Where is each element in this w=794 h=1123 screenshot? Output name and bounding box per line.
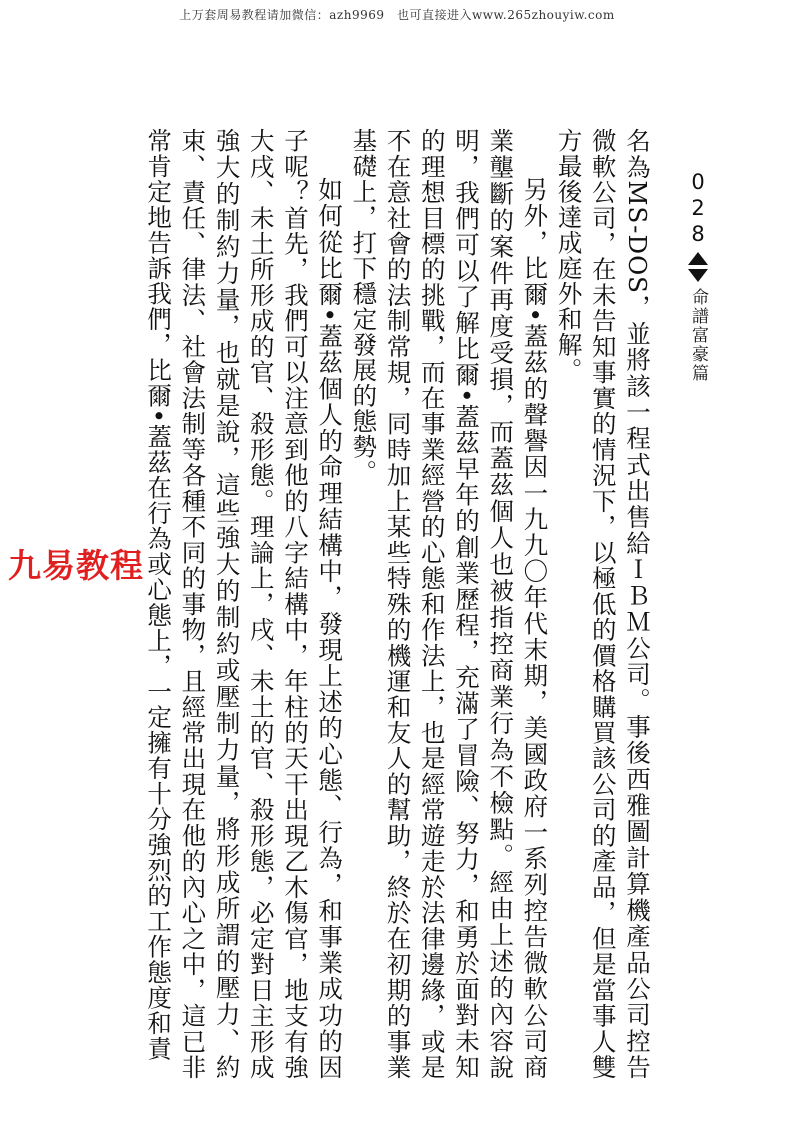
paragraph-2: 另外，比爾•蓋茲的聲譽因一九九〇年代末期，美國政府一系列控告微軟公司商業壟斷的案件再度受損，而蓋茲個人也被指控商業行為不檢點。經由上述的內容說明，我們可以了解比爾•蓋茲早年的創業歷程，充滿了冒險、努力，和勇於面對未知的理想目標的挑戰，而在事業經營的心態和作法上，也是經常遊走於法律邊緣，或是不在意社會的法制常規，同時加上某些特殊的機運和友人的幫助，終於在初期的事業基礎上，打下穩定發展的態勢。 (349, 128, 550, 1080)
watermark-logo: 九易教程 (8, 546, 144, 585)
main-text (114, 128, 654, 1080)
page-number: 028 (686, 170, 710, 248)
up-down-arrow-icon (688, 252, 708, 282)
side-header (683, 170, 713, 383)
header-banner: 上万套周易教程请加微信：azh9969 也可直接进入www.265zhouyiw.com (179, 8, 615, 22)
paragraph-3: 如何從比爾•蓋茲個人的命理結構中，發現上述的心態、行為，和事業成功的因子呢？首先，我們可以注意到他的八字結構中，年柱的天干出現乙木傷官，地支有強大戌、未土所形成的官、殺形態。理論上，戌、未土的官、殺形態，必定對日主形成強大的制約力量，也就是說，這些強大的制約或壓制力量，將形成所謂的壓力、約束、責任、律法、社會法制等各種不同的事物，且經常出現在他的內心之中，這已非常肯定地告訴我們，比爾•蓋茲在行為或心態上，一定擁有十分強烈的工作態度和責 (144, 128, 345, 1080)
paragraph-1: 名為MS-DOS，並將該一程式出售給ＩＢＭ公司。事後西雅圖計算機產品公司控告微軟公司，在未告知事實的情況下，以極低的價格購買該公司的產品，但是當事人雙方最後達成庭外和解。 (554, 128, 652, 1080)
section-title: 命譜富豪篇 (688, 288, 708, 383)
